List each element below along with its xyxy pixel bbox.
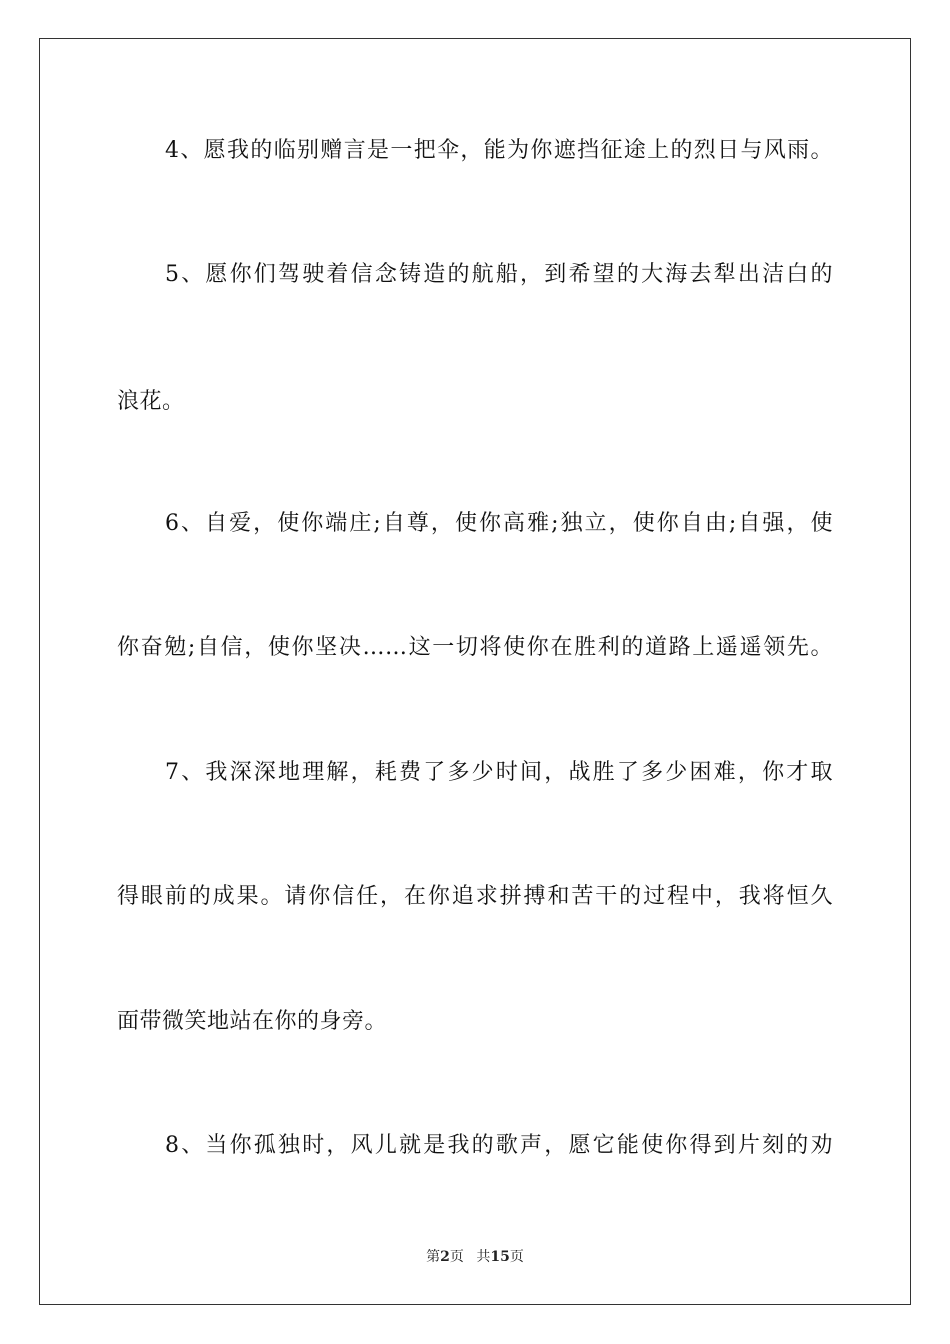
page-footer (0, 1246, 950, 1266)
page-border (39, 38, 911, 1305)
paragraph-line: 5、愿你们驾驶着信念铸造的航船，到希望的大海去犁出洁白的 (165, 262, 833, 287)
paragraph-line: 浪花。 (117, 389, 185, 414)
paragraph-line: 得眼前的成果。请你信任，在你追求拼搏和苦干的过程中，我将恒久 (117, 884, 833, 909)
paragraph-line: 7、我深深地理解，耗费了多少时间，战胜了多少困难，你才取 (165, 760, 833, 785)
paragraph-line: 面带微笑地站在你的身旁。 (117, 1009, 388, 1034)
total-pages: 共15页 (476, 1249, 524, 1265)
paragraph-line: 6、自爱，使你端庄;自尊，使你高雅;独立，使你自由;自强，使 (165, 511, 833, 536)
paragraph-line: 你奋勉;自信，使你坚决……这一切将使你在胜利的道路上遥遥领先。 (117, 635, 833, 660)
paragraph-line: 8、当你孤独时，风儿就是我的歌声，愿它能使你得到片刻的劝 (165, 1133, 833, 1158)
paragraph-line: 4、愿我的临别赠言是一把伞，能为你遮挡征途上的烈日与风雨。 (165, 138, 833, 163)
page-number: 第2页 (426, 1249, 464, 1265)
